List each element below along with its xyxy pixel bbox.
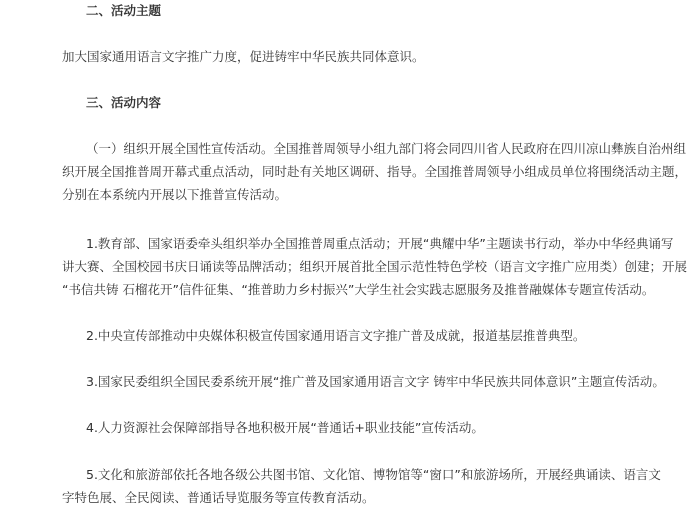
paragraph-line: （一）组织开展全国性宣传活动。全国推普周领导小组九部门将会同四川省人民政府在四川凉山彝族自治州组 bbox=[86, 141, 687, 156]
paragraph-line: 分别在本系统内开展以下推普宣传活动。 bbox=[62, 187, 288, 202]
theme-paragraph: 加大国家通用语言文字推广力度，促进铸牢中华民族共同体意识。 bbox=[62, 49, 425, 64]
list-item-line: 2.中央宣传部推动中央媒体积极宣传国家通用语言文字推广普及成就，报道基层推普典型。 bbox=[86, 328, 586, 343]
list-item-line: 4.人力资源社会保障部指导各地积极开展“普通话+职业技能”宣传活动。 bbox=[86, 420, 484, 435]
list-item-line: 5.文化和旅游部依托各地各级公共图书馆、文化馆、博物馆等“窗口”和旅游场所，开展经典诵读、语言文 bbox=[86, 467, 661, 482]
list-item-line: 字特色展、全民阅读、普通话导览服务等宣传教育活动。 bbox=[62, 490, 375, 505]
paragraph-line: 织开展全国推普周开幕式重点活动，同时赴有关地区调研、指导。全国推普周领导小组成员单位将围绕活动主题， bbox=[62, 164, 688, 179]
section-heading-content: 三、活动内容 bbox=[86, 95, 162, 110]
section-heading-theme: 二、活动主题 bbox=[86, 3, 162, 18]
list-item-line: 3.国家民委组织全国民委系统开展“推广普及国家通用语言文字 铸牢中华民族共同体意识”主题宣传活动。 bbox=[86, 374, 665, 389]
list-item-line: “书信共铸 石榴花开”信件征集、“推普助力乡村振兴”大学生社会实践志愿服务及推普融媒体专题宣传活动。 bbox=[62, 282, 655, 297]
list-item-line: 1.教育部、国家语委牵头组织举办全国推普周重点活动；开展“典耀中华”主题读书行动，举办中华经典诵写 bbox=[86, 236, 674, 251]
list-item-line: 讲大赛、全国校园书庆日诵读等品牌活动；组织开展首批全国示范性特色学校（语言文字推广应用类）创建；开展 bbox=[62, 259, 688, 274]
